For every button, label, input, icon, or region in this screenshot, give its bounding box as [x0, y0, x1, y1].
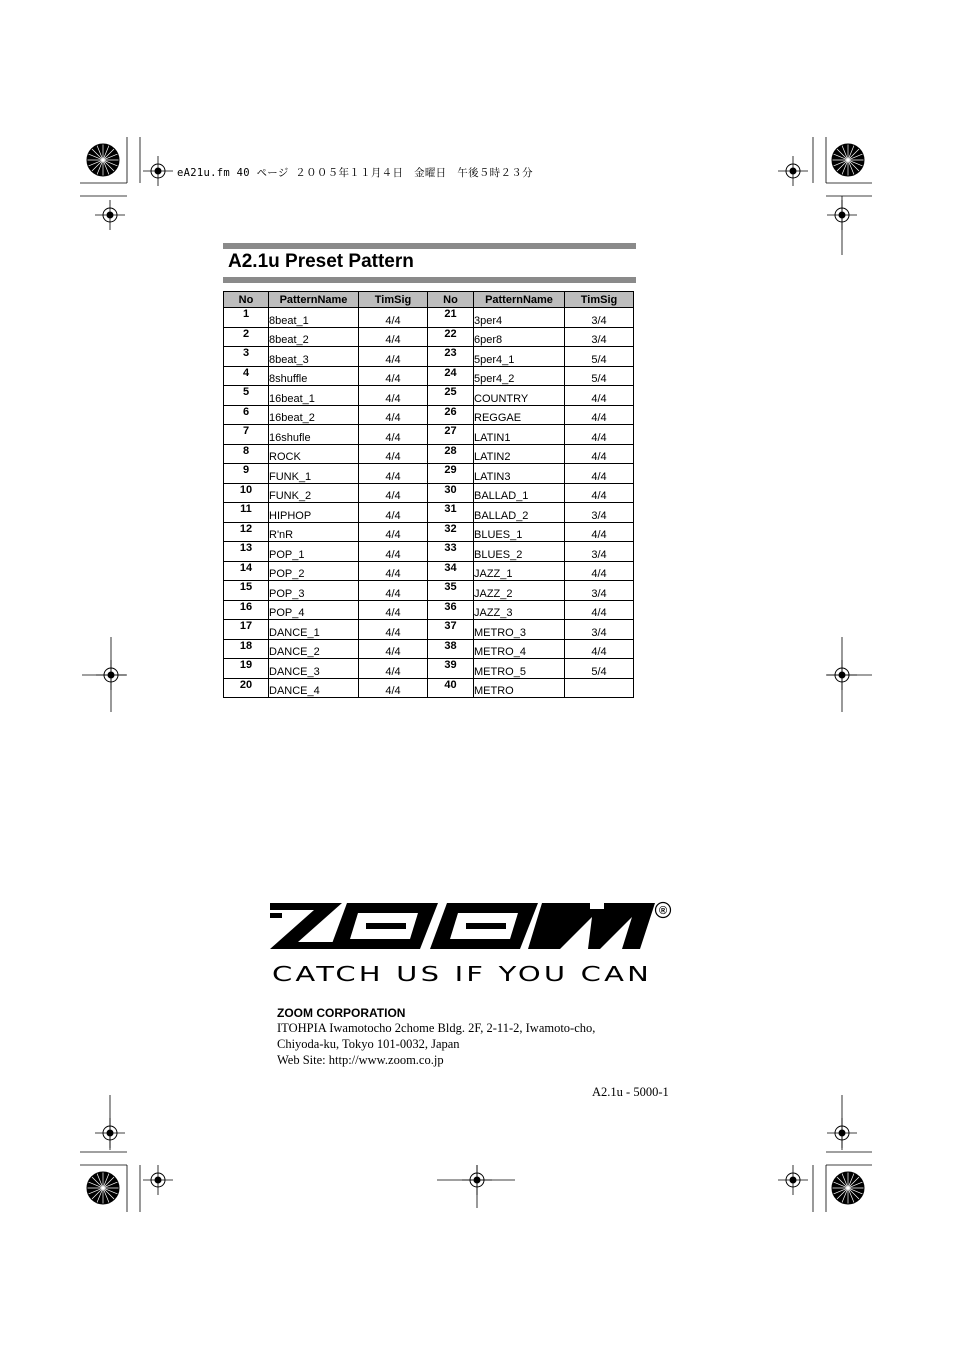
company-name: ZOOM CORPORATION: [277, 1006, 406, 1020]
table-row: [224, 600, 634, 620]
pattern-number: 40: [428, 678, 474, 698]
time-signature: 4/4: [565, 522, 634, 542]
table-row: [224, 620, 634, 640]
table-row: [224, 464, 634, 484]
column-header-pattern-name: PatternName: [269, 292, 359, 308]
logo-tagline: CATCH US IF YOU CAN: [272, 962, 652, 984]
pattern-name: DANCE_4: [269, 678, 359, 698]
pattern-name: JAZZ_2: [474, 581, 565, 601]
table-row: [224, 425, 634, 445]
table-row: [224, 483, 634, 503]
pattern-number: 29: [428, 464, 474, 484]
pattern-number: 8: [224, 444, 269, 464]
pattern-name: METRO_3: [474, 620, 565, 640]
pattern-number: 34: [428, 561, 474, 581]
pattern-name: POP_2: [269, 561, 359, 581]
pattern-name: JAZZ_1: [474, 561, 565, 581]
pattern-number: 23: [428, 347, 474, 367]
time-signature: 4/4: [359, 327, 428, 347]
table-row: [224, 386, 634, 406]
pattern-number: 4: [224, 366, 269, 386]
pattern-name: LATIN3: [474, 464, 565, 484]
table-row: [224, 522, 634, 542]
time-signature: 5/4: [565, 347, 634, 367]
registered-mark: ®: [658, 905, 668, 917]
pattern-number: 11: [224, 503, 269, 523]
pattern-name: 16beat_2: [269, 405, 359, 425]
address-line-2: Chiyoda-ku, Tokyo 101-0032, Japan: [277, 1037, 460, 1051]
pattern-number: 32: [428, 522, 474, 542]
time-signature: 4/4: [359, 659, 428, 679]
pattern-number: 33: [428, 542, 474, 562]
pattern-number: 22: [428, 327, 474, 347]
zoom-logo: [270, 899, 675, 984]
table-row: [224, 308, 634, 328]
pattern-number: 19: [224, 659, 269, 679]
table-row: [224, 366, 634, 386]
pattern-name: LATIN1: [474, 425, 565, 445]
time-signature: 4/4: [359, 620, 428, 640]
time-signature: 4/4: [565, 425, 634, 445]
pattern-name: POP_3: [269, 581, 359, 601]
pattern-name: 8beat_3: [269, 347, 359, 367]
pattern-number: 5: [224, 386, 269, 406]
registration-mark-icon: [95, 200, 125, 230]
pattern-number: 7: [224, 425, 269, 445]
time-signature: 4/4: [359, 464, 428, 484]
time-signature: 5/4: [565, 659, 634, 679]
pattern-name: POP_1: [269, 542, 359, 562]
time-signature: 4/4: [565, 386, 634, 406]
pattern-name: BLUES_2: [474, 542, 565, 562]
pattern-number: 17: [224, 620, 269, 640]
pattern-number: 26: [428, 405, 474, 425]
pattern-number: 27: [428, 425, 474, 445]
pattern-name: BALLAD_2: [474, 503, 565, 523]
pattern-number: 36: [428, 600, 474, 620]
pattern-number: 14: [224, 561, 269, 581]
pattern-number: 37: [428, 620, 474, 640]
pattern-name: BLUES_1: [474, 522, 565, 542]
time-signature: 3/4: [565, 503, 634, 523]
time-signature: 4/4: [359, 405, 428, 425]
table-row: [224, 581, 634, 601]
pattern-number: 38: [428, 639, 474, 659]
website-line: Web Site: http://www.zoom.co.jp: [277, 1053, 444, 1067]
table-row: [224, 327, 634, 347]
table-row: [224, 561, 634, 581]
pattern-name: 6per8: [474, 327, 565, 347]
registration-mark-icon: [143, 156, 173, 186]
pattern-name: 8beat_2: [269, 327, 359, 347]
table-row: [224, 542, 634, 562]
time-signature: 4/4: [359, 366, 428, 386]
pattern-number: 31: [428, 503, 474, 523]
table-body: [224, 308, 634, 698]
time-signature: 4/4: [565, 600, 634, 620]
star-target-icon: [87, 1172, 119, 1204]
column-header-no: No: [428, 292, 474, 308]
time-signature: 4/4: [359, 425, 428, 445]
pattern-name: DANCE_1: [269, 620, 359, 640]
pattern-name: REGGAE: [474, 405, 565, 425]
pattern-number: 24: [428, 366, 474, 386]
address-line-1: ITOHPIA Iwamotocho 2chome Bldg. 2F, 2-11-2, Iwamoto-cho,: [277, 1021, 596, 1035]
pattern-number: 1: [224, 308, 269, 328]
table-row: [224, 639, 634, 659]
pattern-name: 16shufle: [269, 425, 359, 445]
pattern-number: 16: [224, 600, 269, 620]
time-signature: 4/4: [359, 581, 428, 601]
table-row: [224, 405, 634, 425]
time-signature: 3/4: [565, 542, 634, 562]
pattern-name: ROCK: [269, 444, 359, 464]
pattern-number: 12: [224, 522, 269, 542]
pattern-number: 25: [428, 386, 474, 406]
time-signature: 4/4: [359, 347, 428, 367]
pattern-name: DANCE_2: [269, 639, 359, 659]
registration-mark-icon: [778, 156, 808, 186]
pattern-name: R'nR: [269, 522, 359, 542]
file-header: eA21u.fm 40 ページ ２００５年１１月４日 金曜日 午後５時２３分: [177, 167, 533, 179]
pattern-name: 5per4_2: [474, 366, 565, 386]
time-signature: 4/4: [565, 639, 634, 659]
pattern-number: 10: [224, 483, 269, 503]
registration-mark-icon: [778, 1165, 808, 1195]
pattern-name: FUNK_2: [269, 483, 359, 503]
pattern-name: 5per4_1: [474, 347, 565, 367]
title-rule-top: [223, 243, 636, 249]
time-signature: 4/4: [359, 444, 428, 464]
time-signature: 4/4: [359, 308, 428, 328]
star-target-icon: [832, 1172, 864, 1204]
pattern-name: HIPHOP: [269, 503, 359, 523]
pattern-name: LATIN2: [474, 444, 565, 464]
star-target-icon: [832, 144, 864, 176]
pattern-number: 3: [224, 347, 269, 367]
table-header-row: [224, 292, 634, 308]
time-signature: 4/4: [565, 561, 634, 581]
pattern-number: 6: [224, 405, 269, 425]
time-signature: 4/4: [359, 542, 428, 562]
page-title: A2.1u Preset Pattern: [228, 251, 414, 272]
logo-letter-m: [528, 903, 655, 949]
time-signature: 3/4: [565, 620, 634, 640]
pattern-name: 8shuffle: [269, 366, 359, 386]
document-code: A2.1u - 5000-1: [592, 1085, 669, 1099]
time-signature: 5/4: [565, 366, 634, 386]
pattern-number: 39: [428, 659, 474, 679]
pattern-number: 30: [428, 483, 474, 503]
time-signature: 4/4: [359, 522, 428, 542]
column-header-no: No: [224, 292, 269, 308]
table-row: [224, 503, 634, 523]
time-signature: 3/4: [565, 581, 634, 601]
time-signature: 4/4: [359, 483, 428, 503]
pattern-number: 9: [224, 464, 269, 484]
time-signature: 3/4: [565, 308, 634, 328]
pattern-number: 28: [428, 444, 474, 464]
time-signature: 4/4: [359, 678, 428, 698]
pattern-name: METRO_5: [474, 659, 565, 679]
pattern-name: 16beat_1: [269, 386, 359, 406]
time-signature: 4/4: [359, 386, 428, 406]
preset-pattern-table: [223, 291, 634, 698]
time-signature: 3/4: [565, 327, 634, 347]
time-signature: 4/4: [359, 639, 428, 659]
table-row: [224, 347, 634, 367]
pattern-name: 3per4: [474, 308, 565, 328]
time-signature: 4/4: [565, 444, 634, 464]
pattern-number: 18: [224, 639, 269, 659]
pattern-name: POP_4: [269, 600, 359, 620]
time-signature: 4/4: [565, 464, 634, 484]
table-row: [224, 659, 634, 679]
registration-mark-icon: [143, 1165, 173, 1195]
pattern-number: 15: [224, 581, 269, 601]
time-signature: 4/4: [359, 503, 428, 523]
pattern-number: 35: [428, 581, 474, 601]
time-signature: 4/4: [359, 600, 428, 620]
pattern-number: 2: [224, 327, 269, 347]
pattern-name: 8beat_1: [269, 308, 359, 328]
pattern-number: 13: [224, 542, 269, 562]
time-signature: 4/4: [565, 483, 634, 503]
column-header-pattern-name: PatternName: [474, 292, 565, 308]
pattern-name: COUNTRY: [474, 386, 565, 406]
logo-letter-z: [270, 903, 342, 949]
pattern-number: 20: [224, 678, 269, 698]
table-row: [224, 444, 634, 464]
pattern-name: DANCE_3: [269, 659, 359, 679]
title-rule-bottom: [223, 277, 636, 283]
column-header-timsig: TimSig: [359, 292, 428, 308]
column-header-timsig: TimSig: [565, 292, 634, 308]
pattern-name: FUNK_1: [269, 464, 359, 484]
pattern-name: METRO_4: [474, 639, 565, 659]
pattern-number: 21: [428, 308, 474, 328]
star-target-icon: [87, 144, 119, 176]
table-row: [224, 678, 634, 698]
pattern-name: JAZZ_3: [474, 600, 565, 620]
time-signature: 4/4: [565, 405, 634, 425]
pattern-name: BALLAD_1: [474, 483, 565, 503]
time-signature: [565, 678, 634, 698]
time-signature: 4/4: [359, 561, 428, 581]
pattern-name: METRO: [474, 678, 565, 698]
